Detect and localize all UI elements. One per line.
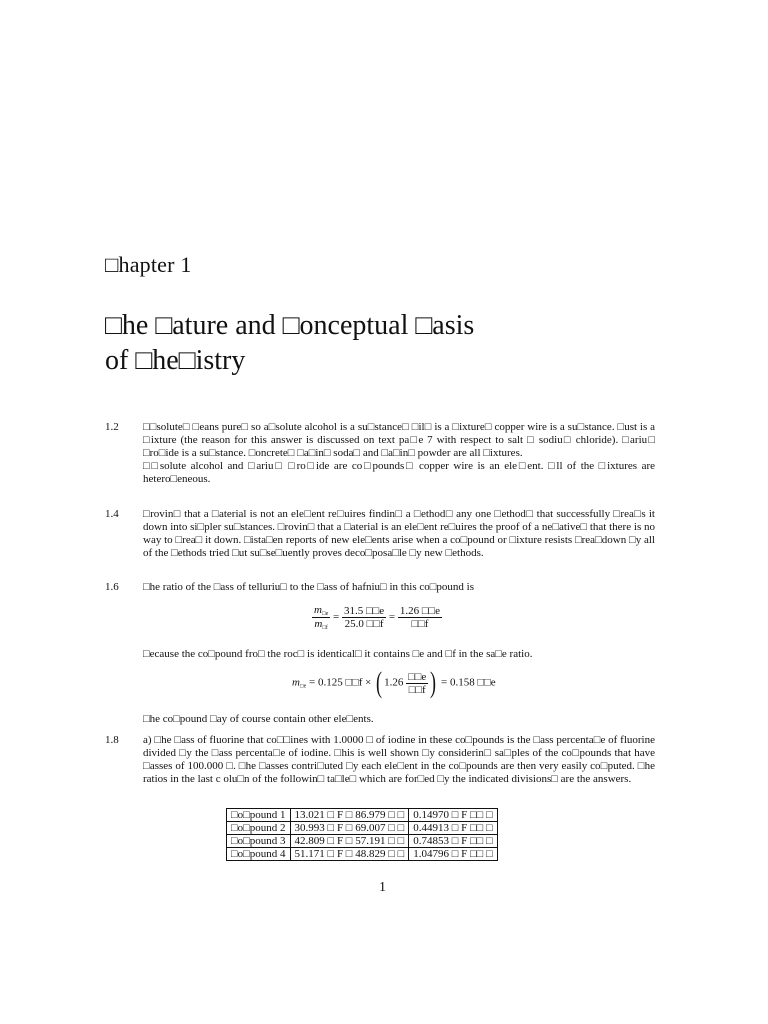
chapter-label: □hapter 1 [105, 252, 192, 277]
table-cell: 13.021 □ F □ 86.979 □ □ [290, 809, 409, 822]
problem-1-2 [105, 421, 655, 486]
table-cell: □o□pound 2 [227, 822, 291, 835]
rhs-fraction: $\frac{1.26 □□e}{□□f}$ [399, 605, 441, 630]
lhs-fraction: $\frac{m_{□e}}{m_{□f}}$ [314, 604, 329, 631]
problem-paragraph: □rovin□ that a □aterial is not an ele□ent re□uires findin□ a □ethod□ any one □ethod□ that successfully □rea□s it down into si□pler su□stances. □rovin□ that a □aterial is an ele□ent re□uires the proof of a ne□ative□ that there is no way to □rea□ it down. □ista□en reports of new ele□ents arise when a co□pound or □ixture resists □rea□down □y all of the □ethods tried □ut su□se□uently proves deco□posa□le □y new □ethods. [143, 508, 655, 559]
unit-fraction: $\frac{□□e}{□□f}$ [408, 670, 427, 696]
problem-1-8 [105, 734, 655, 786]
problem-1-6-outro [105, 713, 655, 726]
problem-1-6 [105, 581, 655, 594]
chapter-title-line-1: □he □ature and □onceptual □asis [105, 310, 475, 341]
problem-number: 1.2 [105, 421, 119, 433]
problem-number: 1.4 [105, 508, 119, 520]
table-cell: □o□pound 1 [227, 809, 291, 822]
problem-number: 1.8 [105, 734, 119, 746]
problem-intro: □he ratio of the □ass of telluriu□ to the □ass of hafniu□ in this co□pound is [143, 581, 475, 593]
problem-1-6-middle [105, 648, 655, 661]
page-number: 1 [379, 880, 386, 895]
chapter-title-line-2: of □he□istry [105, 345, 246, 376]
table-cell: 0.74853 □ F □□ □ [409, 835, 497, 848]
table-row [227, 822, 498, 835]
table-cell: 42.809 □ F □ 57.191 □ □ [290, 835, 409, 848]
table-cell: 51.171 □ F □ 48.829 □ □ [290, 848, 409, 861]
table-cell: 0.14970 □ F □□ □ [409, 809, 497, 822]
chapter-title [105, 308, 625, 378]
table-row [227, 848, 498, 861]
problem-1-4 [105, 508, 655, 560]
problem-number: 1.6 [105, 581, 119, 593]
equation-tellurium-mass: $m_{□e} = 0.125$ □□f × ( 1.26 $\frac{□□e}{□□f}$ ) = 0.158 □□e [292, 666, 496, 699]
table-row [227, 835, 498, 848]
problem-paragraph: a) □he □ass of fluorine that co□□ines with 1.0000 □ of iodine in these co□pounds is the □ass percenta□e of fluorine divided □y the □ass percenta□e of iodine. □his is well shown □y considerin□ sa□ples of the co□pounds that have □asses of 100.000 □. □he □asses contri□uted □y each ele□ent in the co□pounds are then very easily co□puted. □he ratios in the last c olu□n of the followin□ ta□le□ which are for□ed □y the indicated divisions□ are the answers. [143, 734, 655, 785]
problem-paragraph: □□solute□ □eans pure□ so a□solute alcohol is a su□stance□ □il□ is a □ixture□ copper wire is a su□stance. □ust is a □ixture (the reason for this answer is discussed on text pa□e 7 with respect to salt □ sodiu□ chloride). □ariu□ □ro□ide is a su□stance. □oncrete□ □a□in□ soda□ and □a□in□ powder are all □ixtures. [143, 421, 655, 459]
problem-paragraph: □□solute alcohol and □ariu□ □ro□ide are co□pounds□ copper wire is an ele□ent. □ll of the □ixtures are hetero□eneous. [143, 460, 655, 485]
compound-table [226, 808, 498, 861]
table-cell: 0.44913 □ F □□ □ [409, 822, 497, 835]
problem-text: □ecause the co□pound fro□ the roc□ is identical□ it contains □e and □f in the sa□e ratio. [143, 648, 533, 660]
equation-mass-ratio: $\frac{m_{□e}}{m_{□f}}$ = $\frac{31.5 □□e}{25.0 □□f}$ = $\frac{1.26 □□e}{□□f}$ [314, 604, 441, 631]
table-cell: □o□pound 3 [227, 835, 291, 848]
table-cell: □o□pound 4 [227, 848, 291, 861]
table-row [227, 809, 498, 822]
problem-text: □he co□pound □ay of course contain other ele□ents. [143, 713, 374, 725]
table-cell: 1.04796 □ F □□ □ [409, 848, 497, 861]
mid-fraction: $\frac{31.5 □□e}{25.0 □□f}$ [343, 605, 385, 630]
table-cell: 30.993 □ F □ 69.007 □ □ [290, 822, 409, 835]
